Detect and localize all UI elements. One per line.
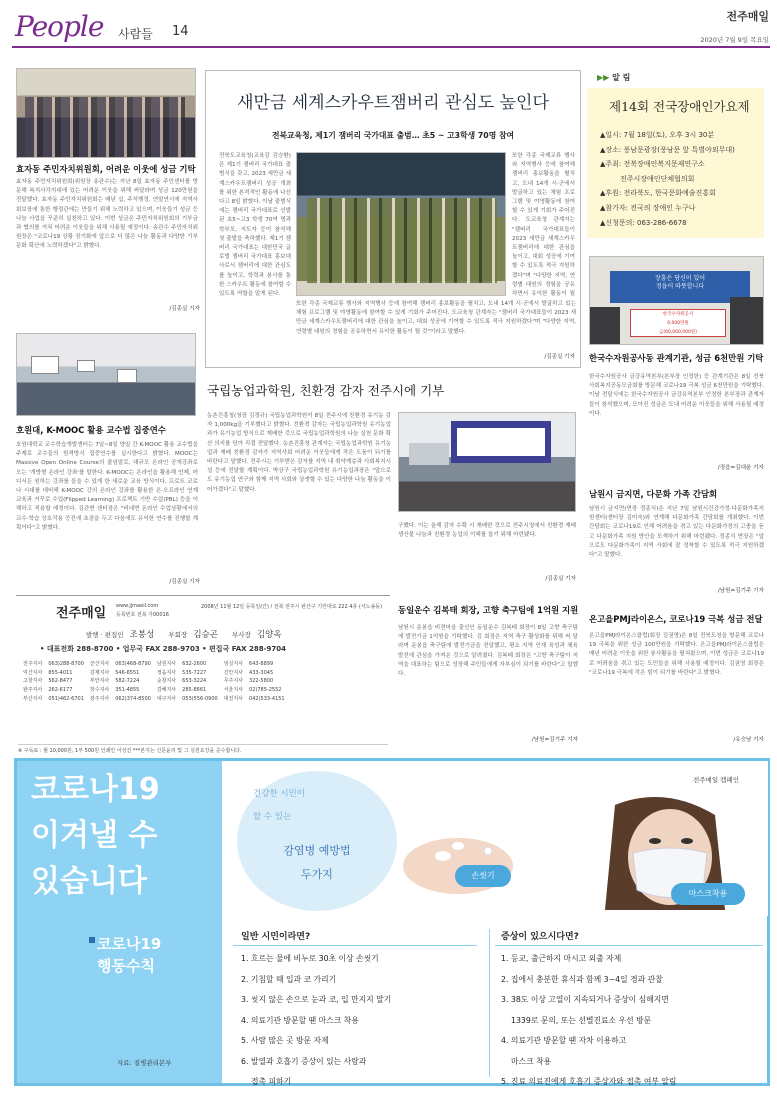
rules-title-line-2: 행동수칙: [97, 957, 155, 975]
directory-phone: 02)785-2552: [249, 687, 282, 694]
symptom-item-6: 마스크 착용: [511, 1056, 552, 1066]
masthead-info: 2008년 11월 12일 등록일(간) / 전북 전주시 완산구 기린대로 222 4층 (서노송동): [201, 604, 383, 610]
rules-title: [97, 933, 161, 977]
scout-body-left: 전북도교육청(교육감 김승환)은 제1기 잼버리 국가대표 출범식을 갖고, 2023 새만금 세계스카우트잼버리 성공 개최를 위한 본격적인 활동에 나선다고 8일 밝혔다. 이날 출범식에는 잼버리 국가대표로 선발된 초5~고3 학생 70여 명과 학부모, 지도자 등이 참석해 첫 출발을 축하했다. 제1기 잼버리 국가대표는 대한민국 글로벌 잼버리 국가대표 홍보대사로서 잼버리에 대한 관심도를 높이고, 학력과 봉사를 통한 스카우트 활동에 참여할 수 있도록 역할을 맡게 된다.: [219, 153, 291, 298]
staff-label-2: 부회장: [168, 631, 188, 639]
masthead-staff: [86, 628, 282, 640]
directory-branch: 임실지사: [223, 661, 244, 667]
dongil-title: 동일운수 김복태 회장, 고향 축구팀에 1억원 지원: [398, 605, 578, 615]
kamco-board: [630, 309, 726, 337]
general-item-4: 4. 의료기관 방문할 땐 마스크 착용: [241, 1015, 359, 1025]
header: [0, 0, 777, 56]
kamco-board-line-2: 6,000만원: [667, 321, 689, 326]
scout-subtitle: 전북교육청, 제1기 잼버리 국가대표 출범… 초5 ~ 고3학생 70명 참여: [271, 131, 515, 140]
mask-label-text: 마스크착용: [688, 889, 728, 898]
scout-body-bottom: [296, 300, 576, 352]
directory-phone: 562-8477: [48, 678, 73, 685]
rules-title-line-1: 코로나19: [97, 935, 162, 953]
covid-campaign: [14, 758, 770, 1086]
bubble-small-text: [253, 783, 305, 829]
rules-badge: [89, 933, 214, 1003]
directory-branch: 완주지사: [23, 687, 43, 694]
notice-item-2: ▲장소: 풍남문광장(풍남문 앞 특별야외무대): [600, 145, 735, 154]
symptom-rule-line: [495, 945, 763, 946]
directory-branch: 진안지사: [223, 669, 244, 676]
rda-photo: [398, 412, 576, 512]
directory-branch: 남원지사: [156, 661, 177, 667]
mask-label: [671, 883, 745, 905]
staff-label-3: 부사장: [232, 631, 251, 639]
directory-phone: 351-4855: [115, 687, 140, 694]
kamco-byline: /정읍=김대윤 기자: [717, 465, 764, 471]
notice-items: [600, 128, 760, 230]
directory-row: [20, 686, 288, 695]
directory-phone: 535-7227: [182, 669, 207, 676]
banner-line-3: 있습니다: [31, 864, 147, 899]
kamco-sign-line-2: 정읍이 따뜻합니다: [655, 283, 705, 290]
scout-photo: [296, 152, 506, 296]
scout-body-right: 또한 각종 국제교류 행사와 지역행사 등에 참여해 잼버리 홍보활동을 펼치고, 도내 14개 시·군에서 발굴하고 있는 체험 프로그램 및 야영활동에 참여할 수 있게 기회가 주어진다. 도교육청 관계자는 "잼버리 국가대표들이 2023 새만금 세계스카우트잼버리에 대한 관심을 높이고, 대회 성공에 기여할 수 있도록 적극 지원하겠다"며 "다양한 지역, 연령별 대원의 경험을 공유하면서 유익한 활동이 될: [512, 153, 575, 298]
directory-phone: 285-8661: [182, 687, 207, 694]
namwon-byline: /남원=김기주 기자: [717, 588, 764, 594]
symptom-item-3: 3. 38도 이상 고열이 지속되거나 증상이 심해지면: [501, 995, 669, 1004]
rda-body-2: 구했다. 이는 올해 감자 수확 시 재배한 것으로 전주시청에서 친환경 재배 생산물 나눔과 친환경 농업의 이해를 돕기 위해 마련됐다.: [398, 523, 576, 539]
hyojadong-title: 효자동 주민자치위원회, 어려운 이웃에 성금 기탁: [16, 164, 196, 174]
directory-row: [20, 695, 288, 704]
hands-icon: [388, 811, 528, 906]
staff-name-2: 김승곤: [193, 630, 218, 640]
directory-branch: 고창지사: [23, 678, 43, 685]
directory-branch: 무주지사: [223, 678, 244, 685]
directory-branch: 서울지사: [223, 687, 244, 694]
hyojadong-byline: /김종실 기자: [169, 306, 200, 312]
general-item-6: 6. 발열과 호흡기 증상이 있는 사람과: [241, 1056, 367, 1066]
section-subtitle: 사람들: [118, 27, 153, 41]
covid-source: 자료: 질병관리본부: [117, 1059, 172, 1067]
masthead-footer: ※ 구독료 : 월 10,000원, 1부 500원 인쇄인 이성진 ***본지는 신문윤리 및 그 실천요강을 준수합니다.: [18, 744, 388, 754]
staff-name-1: 조봉성: [129, 630, 155, 640]
directory-branch: 부산지사: [23, 695, 43, 702]
notice-item-1: ▲일시: 7월 18일(토), 오후 3시 30분: [600, 131, 715, 139]
symptom-list: [501, 949, 676, 1093]
bubble-small-line-1: 건강한 시민이: [253, 789, 305, 799]
directory-branch: 대구지사: [156, 695, 177, 702]
namwon-body: 남원시 금지면(면장 정종식)은 지난 7일 남원시건강가정·다문화가족지원센터(센터장 김미숙)와 연계해 다문화가족 간담회를 개최했다. 이번 간담회는 코로나19로 인해 어려움을 겪고 있는 다문화가정의 고충을 듣고 다문화가족 지원 방안을 모색하기 위해 마련됐다. 정종식 면장은 "앞으로도 다문화가족이 지역 사회에 잘 정착할 수 있도록 적극 지원하겠다"고 말했다.: [589, 506, 764, 559]
handwash-image: [388, 811, 528, 906]
namwon-title: 남원시 금지면, 다문화 가족 간담회: [589, 489, 718, 499]
general-item-5: 5. 사람 많은 곳 방문 자제: [241, 1036, 329, 1045]
covid-illustration: [223, 761, 768, 916]
directory-branch: 광주지사: [89, 695, 110, 702]
dongil-byline: /남원=김기주 기자: [531, 737, 578, 743]
directory-phone: 063)468-8790: [115, 661, 151, 667]
symptom-item-4: 1339로 문의, 또는 선별진료소 우선 방문: [511, 1015, 652, 1025]
directory-branch: 군산지사: [89, 661, 110, 667]
onepmj-title: 온고을PMJ라이온스, 코로나19 극복 성금 전달: [589, 614, 763, 624]
rda-body: 농촌진흥청(청장 김경규) 국립농업과학원이 8일 전주시에 친환경 유기농 감자 1,000kg을 기부했다고 밝혔다. 친환경 감자는 국립농업과학원 유기농업과가 유기농업 방식으로 재배한 것으로 국립농업과학원의 나눔 실천 문화 확산 의지를 담아 직접 전달했다. 농촌진흥청 관계자는 국립농업과학원 유기농업과 재배 친환경 감자가 지역사회 어려운 이웃들에게 작은 도움이 되기를 바란다고 말했다. 전주시는 기부받은 감자를 지역 내 취약계층과 사회복지시설 등에 전달할 계획이다. 박상구 국립농업과학원 유기농업과장은 "앞으로도 유기농업 연구와 함께 지역 사회와 상생할 수 있는 다양한 나눔 활동을 이어가겠다"고 말했다.: [207, 413, 391, 493]
masthead-url: www.jjmaeil.com: [116, 603, 159, 609]
handwash-label-text: 손씻기: [471, 871, 495, 880]
masthead-reg: 등록번호 전북 가00016: [116, 612, 169, 618]
bubble-title-line-1: 감염병 예방법: [283, 844, 351, 857]
notice-item-7: ▲신청문의: 063-286-6678: [600, 218, 687, 227]
directory-phone: 042)533-4151: [249, 695, 285, 702]
general-rule-line: [233, 945, 477, 946]
masthead-logo: 전주매일: [56, 606, 107, 621]
directory-branch: 부안지사: [89, 678, 110, 685]
paper-name: 전주매일: [726, 10, 769, 23]
notice-item-4: 전주시장애인단체협의회: [620, 174, 695, 183]
directory-row: [20, 669, 288, 678]
header-rule: [12, 46, 770, 48]
dongil-body: 남원시 운봉읍 비전마을 출신인 동일운수 김복태 회장이 8일 고향 축구팀에 발전기금 1억원을 기탁했다. 김 회장은 지역 축구 활성화를 위해 써 달라며 운봉읍 축구팀에 발전기금을 전달했고, 평소 지역 인재 육성과 체육 발전에 관심을 가져온 것으로 알려졌다. 김복태 회장은 "고향 축구팀이 지역을 대표하는 팀으로 성장해 주민들에게 자부심이 되기를 바란다"고 말했다.: [398, 625, 578, 678]
notice-title: 제14회 전국장애인가요제: [609, 99, 750, 114]
directory-branch: 김제지사: [89, 669, 110, 676]
rules-dot: [89, 937, 95, 943]
general-item-3: 3. 씻지 않은 손으로 눈과 코, 입 만지지 말기: [241, 995, 392, 1004]
directory-branch: 장수지사: [89, 687, 110, 694]
rda-title: 국립농업과학원, 친환경 감자 전주시에 기부: [207, 383, 445, 398]
onepmj-byline: /유승남 기자: [733, 737, 764, 743]
symptom-item-5: 4. 의료기관 방문할 땐 자차 이용하고: [501, 1036, 627, 1045]
directory-phone: 643-8899: [249, 661, 274, 667]
directory-phone: 053)556-0900: [182, 695, 218, 702]
notice-item-3: ▲주최: 전북장애인복지문제연구소: [600, 160, 705, 169]
staff-name-3: 김양옥: [256, 630, 282, 640]
rules-divider: [489, 929, 490, 1077]
directory-phone: 855-4011: [48, 669, 73, 676]
symptom-item-7: 5. 진료 의료진에게 호흡기 증상자와 접촉 여부 알림: [501, 1077, 677, 1086]
notice-header-text: 알 림: [612, 73, 631, 82]
directory-phone: 063)288-8700: [48, 661, 84, 667]
symptom-header: 증상이 있으시다면?: [501, 932, 579, 942]
hyojadong-body: 효자동 주민자치위원회(위원장 송관수)는 지난 8일 효자동 주민센터를 방문해 복지사각지대에 있는 어려운 이웃을 위해 써달라며 성금 120만원을 전달했다. 효자동 주민자치위원회는 매년 십, 주석행정, 연말연시에 지역사회보장에 통한 행정관에는 만들기 위해 노력하고 있으며, 이웃들기 성금 등 나눔 사업을 꾸준히 실천하고 있다. 이번 성금은 주민자치위원회의 기부금과 협의를 거쳐 어려운 이웃들을 위해 사용될 예정이다. 송관수 주민자치위원장은 "코로나19 상황 장기화에 앞으로 더 많은 나눔 활동과 다양한 기부문화 확산에 노력하겠다"고 밝혔다.: [16, 179, 198, 250]
rda-byline: /김종실 기자: [545, 576, 576, 582]
notice-item-5: ▲후원: 전라북도, 한국문화예술진흥회: [600, 189, 716, 198]
hyojadong-photo: [16, 68, 196, 158]
masthead-phones: • 대표전화 288-8700 • 업무국 FAX 288-9703 • 편집국 FAX 288-9704: [40, 645, 286, 653]
general-item-7: 접촉 피하기: [251, 1077, 292, 1086]
directory-branch: 김해지사: [156, 687, 177, 694]
covid-sponsor: 전주매일 캠페인: [693, 776, 740, 784]
notice-arrows: ▶▶: [597, 73, 613, 82]
banner-line-2: 이겨낼 수: [31, 818, 158, 853]
page-number: 14: [172, 24, 189, 39]
kamco-board-line-3: 금(60,000,000원): [659, 330, 697, 335]
symptom-item-2: 2. 집에서 충분한 휴식과 함께 3~4일 경과 관찰: [501, 974, 663, 984]
directory-branch: 대전지사: [223, 695, 244, 702]
scout-body-bottom-text: 또한 각종 국제교류 행사와 지역행사 등에 참여해 잼버리 홍보활동을 펼치고, 도내 14개 시·군에서 발굴하고 있는 체험 프로그램 및 야영활동에 참여할 수 있게 기회가 주어진다. 도교육청 관계자는 "잼버리 국가대표들이 2023 새만금 세계스카우트잼버리에 대한 관심을 높이고, 대회 성공에 기여할 수 있도록 적극 지원하겠다"며 "다양한 지역, 연령별 대원의 경험을 공유하면서 유익한 활동이 될 것"이라고 말했다.: [296, 301, 576, 335]
bubble-small-line-2: 할 수 있는: [253, 812, 292, 822]
notice-item-6: ▲참가자: 전국의 장애인 누구나: [600, 203, 696, 212]
notice-box: [587, 68, 764, 238]
directory-phone: 262-6177: [48, 687, 73, 694]
handwash-label: [455, 865, 511, 887]
directory-phone: 546-6551: [115, 669, 140, 676]
kamco-sign: [610, 275, 750, 291]
hoseo-body: 호원대학교 교수학습개발센터는 7일~8일 양일 간 K-MOOC 활용 교수법을 주제로 교수들의 원격방식 집중연수를 실시한다고 밝혔다. MOOC는 Massive Open Online Course의 줄임말로, 대규모 온라인 공개강좌로 오는 '개방형 온라인 강좌'를 말한다. K-MOOC는 온라인을 활용해 언제, 어디서든 원하는 강좌를 들을 수 있게 한 새로운 교육 방식이다. 프로트 코로나 시대를 대비해 K-MOOC 강의 온라인 강좌를 활용한 온·오프라인 연계 교육과 거꾸로 수업(Flipped Learning) 프로젝트 기반 수업(PBL) 등을 이해하고 적용할 예정이다. 김관현 센터장은 "비대면 온라인 수업상황에서의 교수·학습 상호작용 증진에 초점을 두고 다음에도 유익한 연수를 진행할 계획이다"고 밝혔다.: [16, 442, 198, 531]
hoseo-photo: [16, 333, 196, 416]
directory-phone: 632-2600: [182, 661, 207, 667]
kamco-photo: [589, 256, 764, 345]
general-item-2: 2. 기침할 때 입과 코 가리기: [241, 974, 337, 984]
symptom-item-1: 1. 등교, 출근하지 마시고 외출 자제: [501, 954, 622, 963]
directory-phone: 062)374-8500: [115, 695, 151, 702]
kamco-board-line-1: 한국수자원공사: [662, 312, 694, 317]
directory-phone: 653-3224: [182, 678, 207, 685]
directory-branch: 익산지사: [23, 669, 43, 676]
issue-date: 2020년 7월 9일 목요일: [700, 36, 769, 44]
directory-branch: 정읍지사: [156, 669, 177, 676]
kamco-sign-line-1: 장흥은 당신이 있어: [654, 275, 706, 282]
kamco-title: 한국수자원공사동 관계기관, 성금 6천만원 기탁: [589, 353, 764, 363]
symptom-rules: [495, 925, 767, 1086]
notice-header: [597, 72, 630, 83]
masthead-directory: [20, 660, 288, 704]
scout-byline: /김종실 기자: [544, 354, 575, 360]
bubble-title-line-2: 두가지: [301, 868, 333, 881]
general-rules: [233, 925, 481, 1086]
bubble-title: [267, 839, 367, 887]
directory-branch: 순창지사: [156, 678, 177, 685]
covid-banner: [31, 767, 160, 905]
directory-phone: 433-3045: [249, 669, 274, 676]
directory-phone: 582-7224: [115, 678, 140, 685]
onepmj-body: 온고을PMJ라이온스클럽(회장 김권영)은 8일 전북도청을 방문해 코로나19 극복을 위한 성금 100만원을 기탁했다. 온고을PMJ라이온스클럽은 매년 어려운 이웃을 위한 봉사활동을 펼쳐왔으며, 이번 성금은 코로나19로 어려움을 겪고 있는 도민들을 위해 사용될 예정이다. 김권영 회장은 "코로나19 극복에 작은 힘이 되기를 바란다"고 밝혔다.: [589, 633, 764, 676]
directory-branch: 전주지사: [23, 661, 43, 667]
directory-phone: 322-5800: [249, 678, 274, 685]
masthead: [16, 595, 390, 757]
hoseo-byline: /김종실 기자: [169, 579, 200, 585]
section-title: People: [15, 10, 104, 43]
directory-row: [20, 660, 288, 669]
directory-row: [20, 677, 288, 686]
general-list: [241, 949, 391, 1093]
kamco-body: 한국수자원공사 금강유역본부(본부장 인정한) 등 관계기관은 8일 전북사회복지공동모금회를 방문해 코로나19 극복 성금 6천만원을 기탁했다. 이날 전달식에는 한국수자원공사 금강유역본부 인정한 본부장과 관계자들이 참석했으며, 모아진 성금은 도내 어려운 이웃들을 위해 사용될 예정이다.: [589, 374, 764, 417]
staff-label-1: 발행 · 편집인: [86, 631, 124, 639]
general-item-1: 1. 흐르는 물에 비누로 30초 이상 손씻기: [241, 954, 379, 963]
general-header: 일반 시민이라면?: [241, 932, 311, 942]
hoseo-title: 호원대, K-MOOC 활용 교수법 집중연수: [16, 425, 166, 435]
scout-title: 새만금 세계스카우트잼버리 관심도 높인다: [237, 93, 549, 113]
directory-phone: 051)462-6701: [48, 695, 84, 702]
banner-line-1: 코로나19: [31, 772, 160, 807]
